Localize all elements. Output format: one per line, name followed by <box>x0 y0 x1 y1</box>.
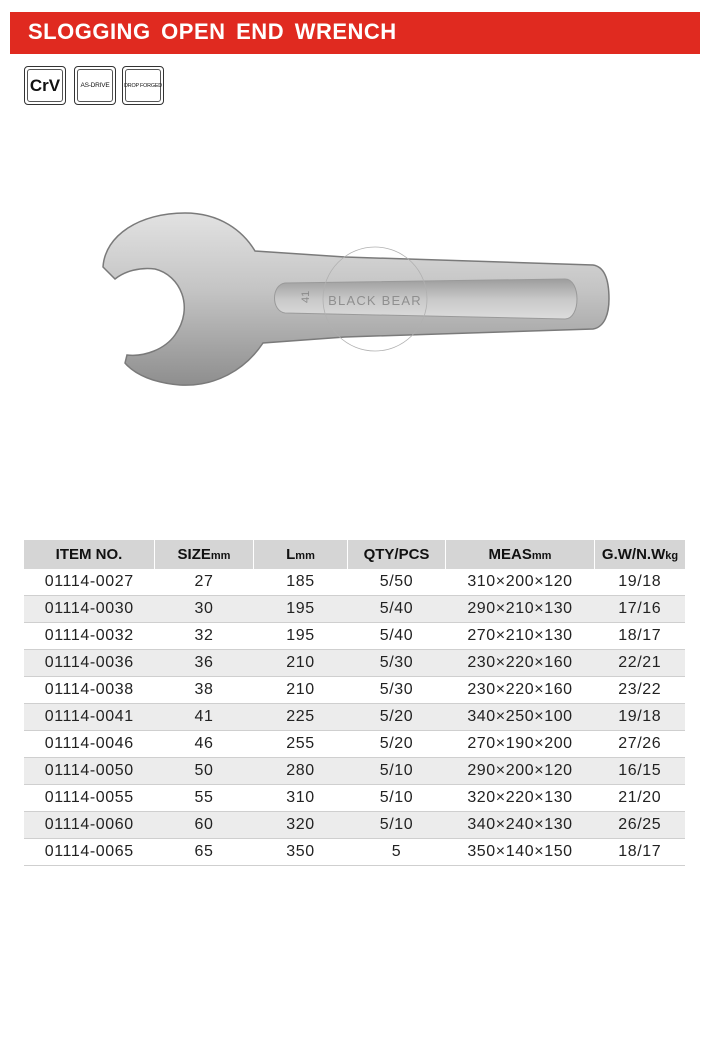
header-bar <box>10 12 700 54</box>
page-title: SLOGGING OPEN END WRENCH <box>28 19 397 44</box>
size-cell: 46 <box>155 731 254 758</box>
length-cell: 350 <box>254 839 348 866</box>
col-header-weight: G.W/N.Wkg <box>595 540 686 569</box>
brand-lettering: BLACK BEAR <box>328 293 422 308</box>
col-header-length: Lmm <box>254 540 348 569</box>
meas-cell: 230×220×160 <box>446 677 595 704</box>
qty-cell: 5/40 <box>348 596 446 623</box>
col-header-size: SIZEmm <box>155 540 254 569</box>
table-row <box>24 569 685 596</box>
col-header-qty: QTY/PCS <box>348 540 446 569</box>
drop-forged-badge-label: DROP FORGED <box>124 82 162 89</box>
length-cell: 210 <box>254 650 348 677</box>
weight-cell: 17/16 <box>595 596 686 623</box>
size-mark: 41 <box>300 290 312 303</box>
size-cell: 32 <box>155 623 254 650</box>
meas-cell: 350×140×150 <box>446 839 595 866</box>
qty-cell: 5/10 <box>348 785 446 812</box>
table-row <box>24 731 685 758</box>
size-cell: 27 <box>155 569 254 596</box>
size-cell: 36 <box>155 650 254 677</box>
wrench-product-image <box>95 195 615 405</box>
weight-cell: 19/18 <box>595 704 686 731</box>
item-no-cell: 01114-0065 <box>24 839 155 866</box>
item-no-cell: 01114-0046 <box>24 731 155 758</box>
as-drive-badge <box>74 66 116 105</box>
meas-cell: 270×190×200 <box>446 731 595 758</box>
weight-cell: 19/18 <box>595 569 686 596</box>
meas-cell: 340×250×100 <box>446 704 595 731</box>
length-cell: 225 <box>254 704 348 731</box>
table-row <box>24 839 685 866</box>
spec-table <box>24 540 685 866</box>
table-row <box>24 596 685 623</box>
length-cell: 195 <box>254 596 348 623</box>
length-cell: 185 <box>254 569 348 596</box>
item-no-cell: 01114-0041 <box>24 704 155 731</box>
weight-cell: 26/25 <box>595 812 686 839</box>
crv-badge <box>24 66 66 105</box>
col-header-item-no: ITEM NO. <box>24 540 155 569</box>
weight-cell: 22/21 <box>595 650 686 677</box>
weight-cell: 18/17 <box>595 839 686 866</box>
table-row <box>24 704 685 731</box>
length-cell: 255 <box>254 731 348 758</box>
table-header-row <box>24 540 685 569</box>
weight-cell: 21/20 <box>595 785 686 812</box>
size-cell: 65 <box>155 839 254 866</box>
table-row <box>24 650 685 677</box>
qty-cell: 5/50 <box>348 569 446 596</box>
meas-cell: 340×240×130 <box>446 812 595 839</box>
length-cell: 310 <box>254 785 348 812</box>
meas-cell: 310×200×120 <box>446 569 595 596</box>
meas-cell: 230×220×160 <box>446 650 595 677</box>
weight-cell: 23/22 <box>595 677 686 704</box>
qty-cell: 5/30 <box>348 650 446 677</box>
item-no-cell: 01114-0030 <box>24 596 155 623</box>
size-cell: 50 <box>155 758 254 785</box>
col-header-meas: MEASmm <box>446 540 595 569</box>
meas-cell: 320×220×130 <box>446 785 595 812</box>
qty-cell: 5/20 <box>348 731 446 758</box>
meas-cell: 290×200×120 <box>446 758 595 785</box>
crv-badge-label: CrV <box>29 75 61 95</box>
weight-cell: 18/17 <box>595 623 686 650</box>
size-cell: 55 <box>155 785 254 812</box>
weight-cell: 27/26 <box>595 731 686 758</box>
item-no-cell: 01114-0036 <box>24 650 155 677</box>
wrench-handle-groove <box>275 279 578 319</box>
qty-cell: 5 <box>348 839 446 866</box>
table-row <box>24 677 685 704</box>
length-cell: 320 <box>254 812 348 839</box>
qty-cell: 5/20 <box>348 704 446 731</box>
qty-cell: 5/30 <box>348 677 446 704</box>
as-drive-badge-label: AS-DRIVE <box>80 82 110 89</box>
item-no-cell: 01114-0038 <box>24 677 155 704</box>
item-no-cell: 01114-0050 <box>24 758 155 785</box>
size-cell: 60 <box>155 812 254 839</box>
size-cell: 41 <box>155 704 254 731</box>
item-no-cell: 01114-0027 <box>24 569 155 596</box>
table-row <box>24 623 685 650</box>
qty-cell: 5/10 <box>348 812 446 839</box>
length-cell: 195 <box>254 623 348 650</box>
meas-cell: 290×210×130 <box>446 596 595 623</box>
weight-cell: 16/15 <box>595 758 686 785</box>
table-row <box>24 785 685 812</box>
qty-cell: 5/10 <box>348 758 446 785</box>
item-no-cell: 01114-0060 <box>24 812 155 839</box>
length-cell: 280 <box>254 758 348 785</box>
length-cell: 210 <box>254 677 348 704</box>
item-no-cell: 01114-0055 <box>24 785 155 812</box>
drop-forged-badge <box>122 66 164 105</box>
qty-cell: 5/40 <box>348 623 446 650</box>
meas-cell: 270×210×130 <box>446 623 595 650</box>
size-cell: 30 <box>155 596 254 623</box>
item-no-cell: 01114-0032 <box>24 623 155 650</box>
table-row <box>24 812 685 839</box>
table-row <box>24 758 685 785</box>
size-cell: 38 <box>155 677 254 704</box>
